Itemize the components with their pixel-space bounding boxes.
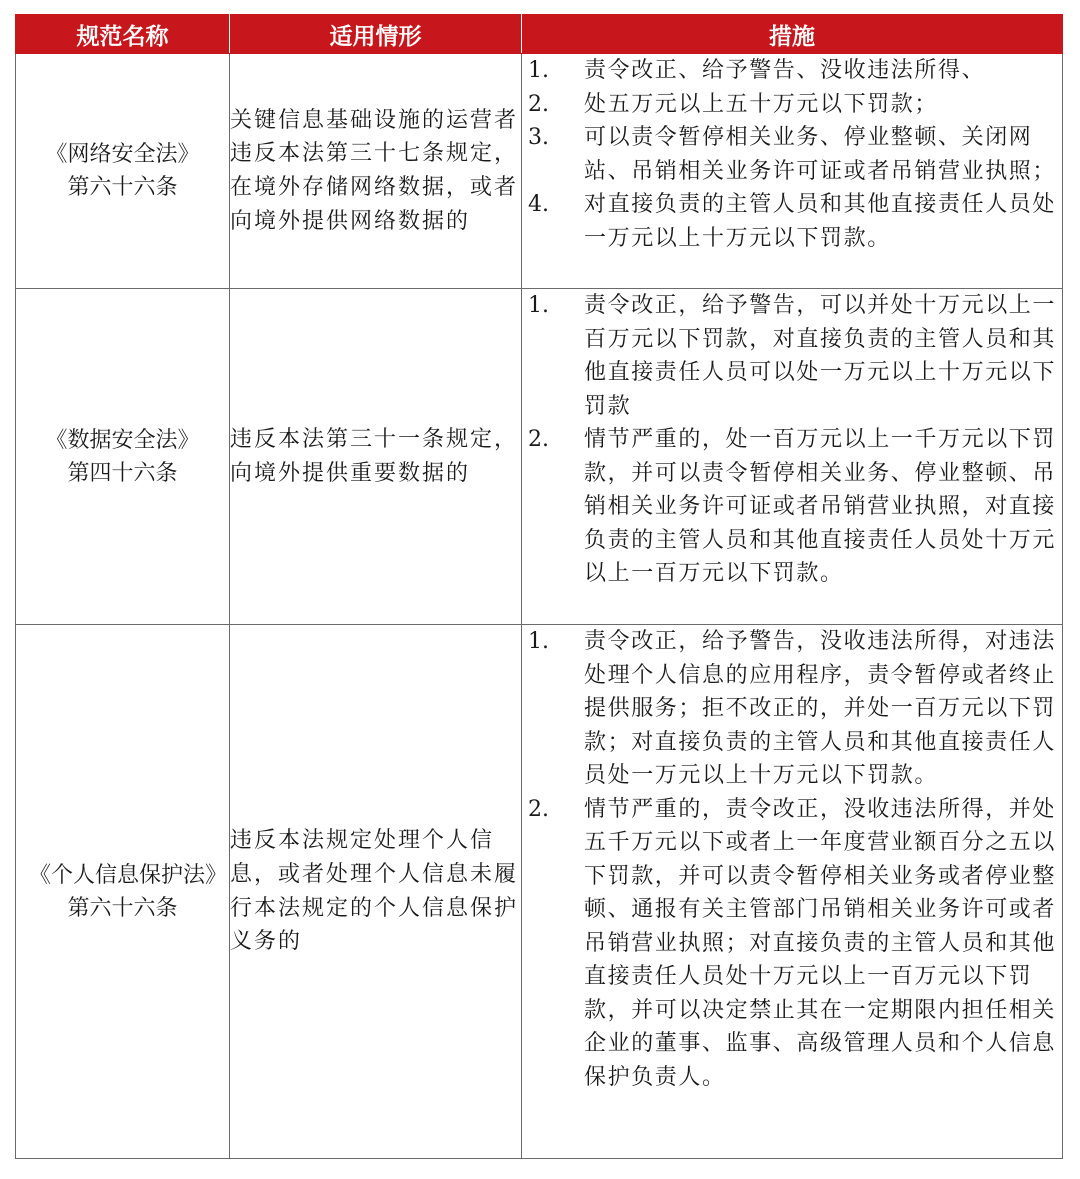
- measure-number: 2.: [528, 91, 549, 117]
- measure-item: [522, 121, 1062, 188]
- condition-cell: [230, 54, 522, 289]
- measure-text: 处五万元以上五十万元以下罚款；: [584, 91, 939, 117]
- regulation-name: 《网络安全法》第六十六条: [45, 142, 200, 200]
- measure-number: 1.: [528, 629, 549, 654]
- measures-cell: [522, 289, 1063, 625]
- measure-item: [522, 289, 1062, 423]
- measure-item: [522, 88, 1062, 122]
- measures-cell: [522, 54, 1063, 289]
- header-applicable-situation: 适用情形: [230, 15, 522, 54]
- condition-text: 关键信息基础设施的运营者违反本法第三十七条规定，在境外存储网络数据，或者向境外提供网络数据的: [230, 107, 519, 234]
- regulation-name-cell: [16, 625, 230, 1159]
- header-measures: 措施: [522, 15, 1063, 54]
- table-header-row: [16, 15, 1063, 54]
- measures-cell: [522, 625, 1063, 1159]
- measure-number: 1.: [528, 58, 549, 83]
- regulation-table: [15, 14, 1063, 1159]
- measure-text: 情节严重的，处一百万元以上一千万元以下罚款，并可以责令暂停相关业务、停业整顿、吊销相关业务许可证或者吊销营业执照，对直接负责的主管人员和其他直接责任人员处十万元以上一百万元以下罚款。: [584, 427, 1057, 586]
- measure-text: 责令改正，给予警告，没收违法所得，对违法处理个人信息的应用程序，责令暂停或者终止提供服务；拒不改正的，并处一百万元以下罚款；对直接负责的主管人员和其他直接责任人员处一万元以上十万元以下罚款。: [584, 629, 1057, 788]
- regulation-name-cell: [16, 289, 230, 625]
- measure-item: [522, 423, 1062, 591]
- table-row: [16, 625, 1063, 1159]
- condition-cell: [230, 625, 522, 1159]
- measure-text: 责令改正，给予警告，可以并处十万元以上一百万元以下罚款，对直接负责的主管人员和其他直接责任人员可以处一万元以上十万元以下罚款: [584, 293, 1057, 419]
- measure-text: 可以责令暂停相关业务、停业整顿、关闭网站、吊销相关业务许可证或者吊销营业执照；: [584, 125, 1057, 184]
- measure-number: 2.: [528, 427, 549, 452]
- measure-number: 3.: [528, 125, 549, 150]
- table-row: [16, 54, 1063, 289]
- measure-number: 4.: [528, 192, 549, 217]
- header-regulation-name: 规范名称: [16, 15, 230, 54]
- measure-text: 对直接负责的主管人员和其他直接责任人员处一万元以上十万元以下罚款。: [584, 192, 1057, 251]
- measure-number: 1.: [528, 293, 549, 318]
- regulation-name: 《个人信息保护法》第六十六条: [28, 862, 216, 921]
- condition-text: 违反本法第三十一条规定，向境外提供重要数据的: [230, 426, 519, 486]
- measure-text: 责令改正、给予警告、没收违法所得、: [584, 58, 986, 83]
- regulation-name: 《数据安全法》第四十六条: [45, 427, 200, 486]
- regulation-name-cell: [16, 54, 230, 289]
- measure-item: [522, 793, 1062, 1095]
- table-row: [16, 289, 1063, 625]
- measure-item: [522, 625, 1062, 793]
- measure-item: [522, 188, 1062, 255]
- condition-text: 违反本法规定处理个人信息，或者处理个人信息未履行本法规定的个人信息保护义务的: [230, 828, 519, 955]
- measure-number: 2.: [528, 796, 549, 822]
- condition-cell: [230, 289, 522, 625]
- measure-item: [522, 54, 1062, 88]
- measure-text: 情节严重的，责令改正，没收违法所得，并处五千万元以下或者上一年度营业额百分之五以下罚款，并可以责令暂停相关业务或者停业整顿、通报有关主管部门吊销相关业务许可或者吊销营业执照；对直接负责的主管人员和其他直接责任人员处十万元以上一百万元以下罚款，并可以决定禁止其在一定期限内担任相关企业的董事、监事、高级管理人员和个人信息保护负责人。: [584, 796, 1057, 1090]
